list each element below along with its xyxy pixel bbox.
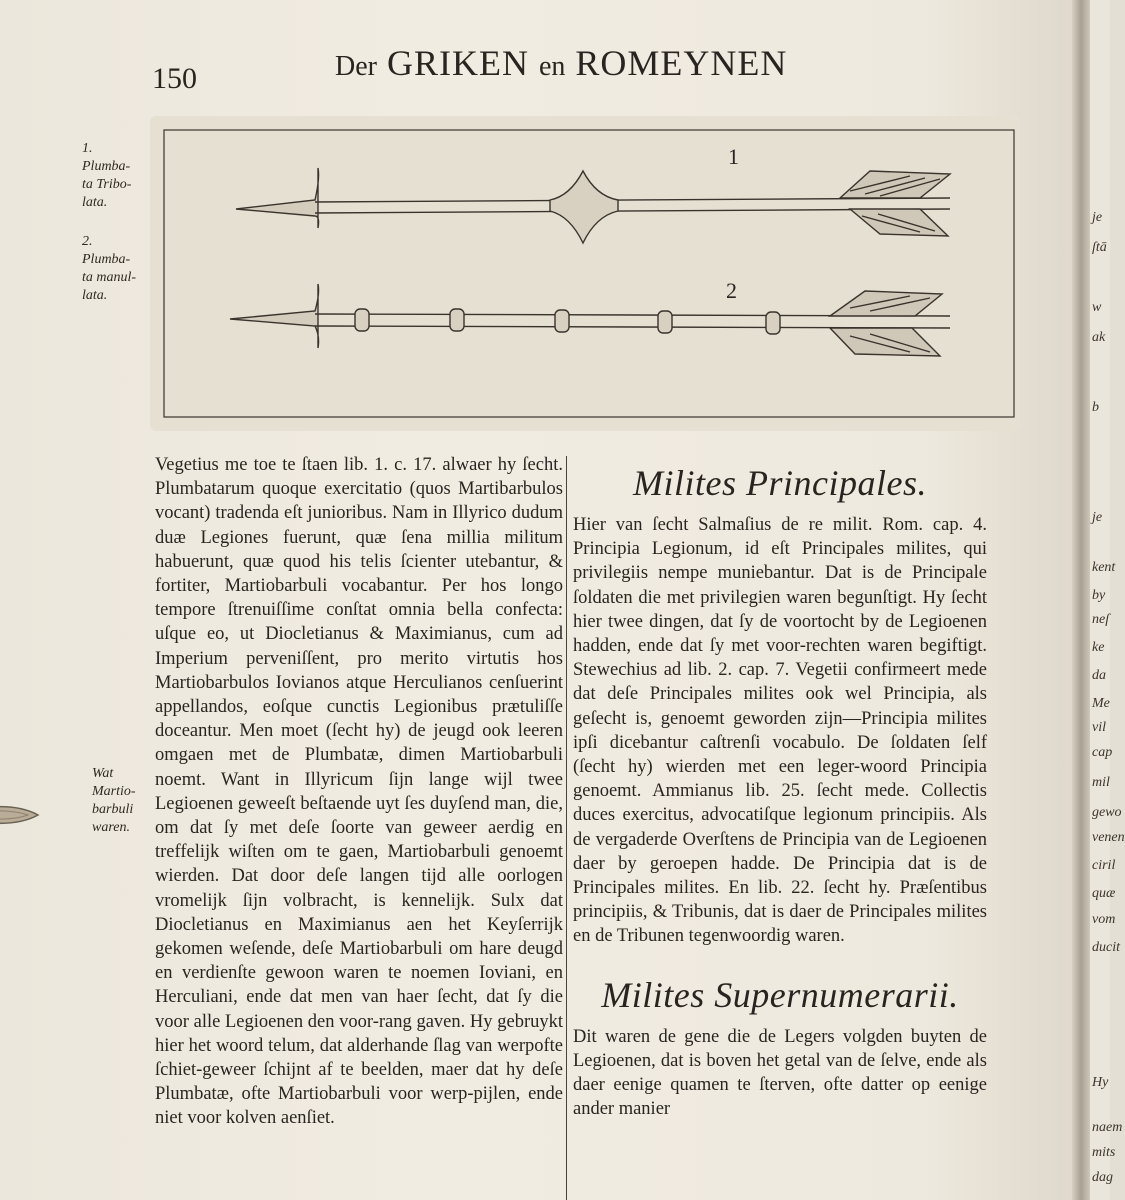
next-page-fragment: ak <box>1092 330 1106 345</box>
next-page-fragment: mil <box>1092 775 1110 790</box>
heading-milites-supernumerarii: Milites Supernumerarii. <box>601 974 959 1015</box>
left-column-text: Vegetius me toe te ſtaen lib. 1. c. 17. alwaer hy ſecht. Plumbatarum quoque exercitatio (quos Martibarbulos vocant) tradenda eſt junioribus. Nam in Illyrico dudum duæ Legiones fuerunt, quæ ſena millia militum habuerunt, quæ quod his telis ſcienter utebantur, & fortiter, Martiobarbuli vocabantur. Per hos longo tempore ſtrenuiſſime conſtat omnia bella confecta: uſque eo, ut Diocletianus & Maximianus, cum ad Imperium perveniſſent, pro merito virtutis hos Martiobarbulos Iovianos atque Herculianos cenſuerint appellandos, eoſque cunctis Legionibus prætuliſſe doceantur. Men moet (ſecht hy) de jeugd ook leeren omgaen met de Plumbatæ, dimen Martiobarbuli noemt. Want in Illyricum ſijn lange wijl twee Legioenen geweeſt beſtaende uyt ſes duyſend man, die, om dat ſy met deſe ſoorte van geweer aerdig en treffelijk wiſten om te gaen, Martiobarbuli genoemt wierden. Dat door deſe langen tijd alle oorlogen vromelijk ſijn volbracht, is kennelijk. Sulx dat Diocletianus en Maximianus aen het Keyſerrijk gekomen weſende, deſe Martiobarbuli om hare deugd en verdienſte gewoon waren te noemen Ioviani, en Herculiani, ende dat men van haer ſecht, dat ſy die voor alle Legioenen den voor-rang gaven. Hy gebruykt hier het woord telum, dat alderhande ſlag van werpofte ſchiet-geweer ſchijnt af te beelden, maer dat hy deſe Plumbatæ, ofte Martiobarbuli voor werp-pijlen, ende niet voor kolven aenſiet. <box>155 455 563 1129</box>
running-head-word1: GRIKEN <box>386 43 529 83</box>
next-page-fragment: dag <box>1092 1170 1113 1185</box>
next-page-fragment: ſtā <box>1092 240 1107 255</box>
next-page-fragment: je <box>1092 210 1103 225</box>
next-page-fragment: venen <box>1092 830 1125 845</box>
arrow-2 <box>230 284 950 356</box>
next-page-fragment: neſ <box>1092 612 1110 627</box>
next-page-fragment: by <box>1092 588 1106 603</box>
next-page-fragment: w <box>1092 300 1102 315</box>
next-page-fragment: ke <box>1092 640 1105 655</box>
running-head-prefix: Der <box>335 51 377 82</box>
margin-note-plumbata-tribolata: 1. Plumba- ta Tribo- lata. <box>82 141 132 210</box>
page-number: 150 <box>152 62 197 95</box>
arrows-illustration <box>150 116 1020 431</box>
next-page-fragment: Hy <box>1092 1075 1109 1090</box>
left-column <box>155 453 563 1131</box>
column-divider <box>566 456 567 1200</box>
next-page-fragment: vom <box>1092 912 1116 927</box>
next-page-fragment: naem <box>1092 1120 1123 1135</box>
right-column <box>573 455 987 1121</box>
book-gutter <box>1072 0 1090 1200</box>
next-page-fragment: gewo <box>1092 805 1122 820</box>
next-page-fragment: je <box>1092 510 1103 525</box>
paragraph-supernumerarii: Dit waren de gene die de Legers volgden buyten de Legioenen, dat is boven het getal van de ſelve, ende als daer eenige quamen te ſterven, ofte datter op eenige ander manier <box>573 1026 987 1120</box>
running-head-word2: ROMEYNEN <box>575 43 788 83</box>
next-page-fragment: cap <box>1092 745 1113 760</box>
next-page-fragment: vil <box>1092 720 1106 735</box>
next-page-fragment: mits <box>1092 1145 1116 1160</box>
arrow-1 <box>236 168 950 243</box>
next-page-fragment: da <box>1092 668 1106 683</box>
next-page-fragment: b <box>1092 400 1099 415</box>
next-page-edge <box>1090 0 1125 1200</box>
next-page-fragment: ducit <box>1092 940 1120 955</box>
running-head-mid: en <box>538 51 566 82</box>
figure-label-2: 2 <box>726 278 737 303</box>
bookmark-clip-icon <box>0 795 45 835</box>
next-page-fragment: Me <box>1092 696 1110 711</box>
next-page-fragment: kent <box>1092 560 1116 575</box>
figure-label-1: 1 <box>728 144 739 169</box>
arrows-engraving <box>150 116 1020 431</box>
margin-note-plumbata-manullata: 2. Plumba- ta manul- lata. <box>82 234 137 303</box>
next-page-fragment: ciril <box>1092 858 1116 873</box>
heading-milites-principales: Milites Principales. <box>633 463 927 503</box>
margin-note-wat-martiobarbuli: Wat Martio- barbuli waren. <box>92 766 136 835</box>
next-page-fragment: quæ <box>1092 886 1116 901</box>
running-head <box>335 42 787 84</box>
paragraph-principales: Hier van ſecht Salmaſius de re milit. Rom. cap. 4. Principia Legionum, id eſt Principales milites, qui privilegiis nempe muniebantur. Dat is de Principale ſoldaten die met privilegien waren begunſtigt. Hy ſecht hier twee dingen, dat ſy de voortocht by de Legioenen hadden, ende dat ſy met voor-rechten waren begiftigt. Stewechius ad lib. 2. cap. 7. Vegetii confirmeert mede dat deſe Principales milites ook wel Principia, als geſecht is, genoemt geworden zijn—Principia milites ipſi dicebantur caſtrenſi vocabulo. De ſoldaten ſelf (ſecht hy) wierden met een leger-woord Principia genoemt. Ammianus lib. 25. ſecht mede. Collectis duces exercitus, advocatiſque legionum principiis. Als de vergaderde Overſtens de Principia van de Legioenen daer by geroepen hadde. De Principia dat is de Principales milites. En lib. 22. ſecht hy. Præſentibus principiis, & Tribunis, dat is daer de Principales milites en de Tribunen tegenwoordig waren. <box>573 515 987 947</box>
